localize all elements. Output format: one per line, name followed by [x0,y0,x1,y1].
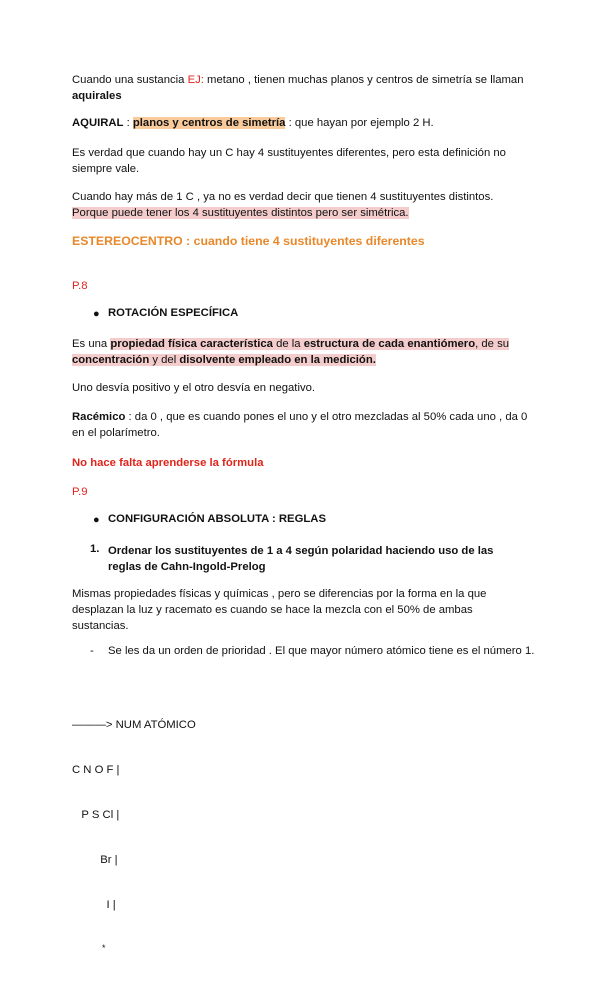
paragraph-desvia: Uno desvía positivo y el otro desvía en negativo. [72,382,316,394]
diagram-line: * [72,943,106,953]
paragraph-aquiral-definition [72,115,532,131]
bullet-configuracion-absoluta: CONFIGURACIÓN ABSOLUTA : REGLAS [108,513,326,525]
term-concentracion: concentración [72,354,150,366]
paragraph-aquirales [72,72,532,104]
list-number: 1. [90,543,100,555]
text: Cuando hay más de 1 C , ya no es verdad decir que tienen 4 sustituyentes distintos. [72,191,494,203]
text: : que hayan por ejemplo 2 H. [285,117,434,129]
term-aquirales: aquirales [72,90,122,102]
paragraph-definition-note: Es verdad que cuando hay un C hay 4 sustituyentes diferentes, pero esta definición no siempre vale. [72,147,506,175]
heading-estereocentro: ESTEREOCENTRO : cuando tiene 4 sustituyentes diferentes [72,234,425,248]
term-propiedad: propiedad física característica [110,338,273,350]
text: de la [272,338,304,350]
diagram-line: C N O F | [72,764,120,776]
highlight-symmetric: Porque puede tener los 4 sustituyentes distintos pero ser simétrica. [72,207,409,219]
paragraph-rotacion-definition [72,336,532,368]
bullet-dot: ● [93,514,100,526]
list-dash: - [90,645,94,657]
diagram-line: ———> NUM ATÓMICO [72,719,196,731]
paragraph-more-carbons [72,189,532,221]
text: : [123,117,133,129]
bullet-rotacion-especifica: ROTACIÓN ESPECÍFICA [108,307,239,319]
text: , de su [475,338,510,350]
priority-diagram [72,688,196,983]
term-aquiral: AQUIRAL [72,117,124,129]
term-disolvente: disolvente empleado en la medición. [179,354,376,366]
text: Es una [72,338,111,350]
dash-item-prioridad: Se les da un orden de prioridad . El que mayor número atómico tiene es el número 1. [108,645,535,657]
bullet-dot: ● [93,308,100,320]
note-no-formula: No hace falta aprenderse la fórmula [72,457,264,469]
text: Cuando una sustancia [72,74,188,86]
text: y del [149,354,180,366]
diagram-line: I | [72,899,116,911]
highlight-planos: planos y centros de simetría [132,117,286,129]
example-label: EJ: [187,74,204,86]
page-reference-8: P.8 [72,280,88,292]
page-reference-9: P.9 [72,486,88,498]
term-racemico: Racémico [72,411,126,423]
paragraph-racemico [72,409,532,441]
text: metano , tienen muchas planos y centros de simetría se llaman [203,74,524,86]
paragraph-mismas-propiedades: Mismas propiedades físicas y químicas , pero se diferencias por la forma en la que desplazan la luz y racemato es cuando se hace la mezcla con el 50% de ambas sustancias. [72,588,487,632]
diagram-line: P S Cl | [72,809,120,821]
term-estructura: estructura de cada enantiómero [303,338,476,350]
numbered-item-ordenar: Ordenar los sustituyentes de 1 a 4 según polaridad haciendo uso de las reglas de Cahn-Ingold-Prelog [108,545,494,573]
diagram-line: Br | [72,854,118,866]
text: : da 0 , que es cuando pones el uno y el otro mezcladas al 50% cada uno , da 0 en el polarímetro. [72,411,528,439]
